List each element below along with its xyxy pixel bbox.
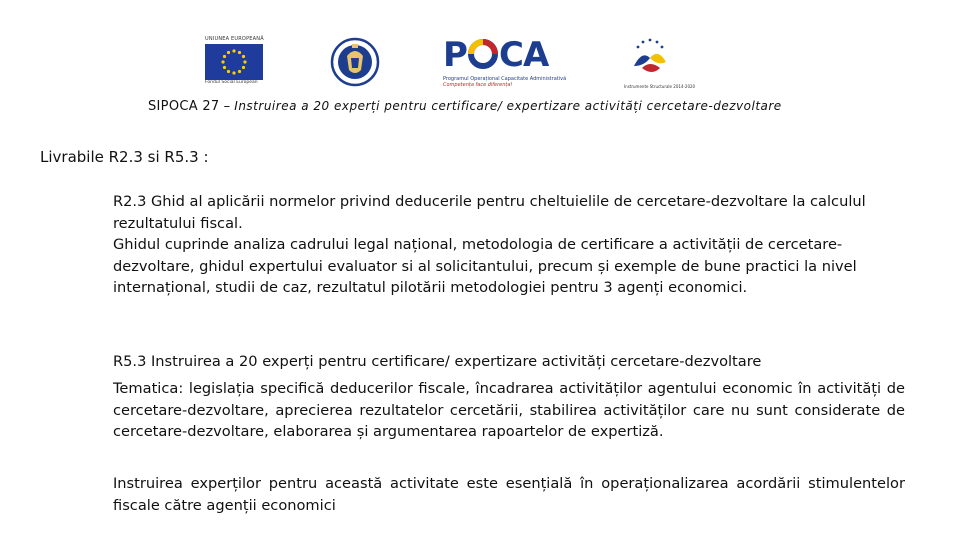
poca-slogan: Competența face diferența!	[443, 82, 513, 88]
logo-strip	[0, 36, 960, 94]
poca-wordmark	[443, 36, 567, 76]
project-code: SIPOCA 27	[148, 99, 220, 114]
eu-flag-icon	[205, 44, 263, 80]
r23-body: Ghidul cuprinde analiza cadrului legal național, metodologia de certificare a activității de cercetare-dezvoltare, ghidul expertului evaluator si al solicitantului, precum și exemple de bune practici la nivel internațional, studii de caz, rezultatul pilotării metodologiei pentru 3 agenți economici.	[113, 236, 857, 296]
r23-section	[113, 191, 905, 299]
header-dash: –	[219, 99, 235, 114]
svg-text:CA: CA	[499, 36, 549, 70]
svg-text:P: P	[443, 36, 467, 70]
instruirea-text: Instruirea experților pentru această activitate este esențială în operaționalizarea acordării stimulentelor fiscale către agenții economici	[113, 475, 905, 514]
r53-tematica	[113, 378, 905, 443]
r53-instruirea	[113, 473, 905, 516]
eu-caption-bottom: Fondul Social European	[205, 80, 258, 85]
deliverables-items: R2.3 si R5.3 :	[108, 148, 209, 166]
regional-logo	[624, 36, 696, 92]
eu-logo	[205, 36, 267, 90]
project-title: Instruirea a 20 experți pentru certificare/ expertizare activități cercetare-dezvoltare	[234, 99, 782, 113]
eu-caption-top: UNIUNEA EUROPEANĂ	[205, 36, 264, 42]
poca-logo	[443, 36, 567, 92]
deliverables-heading	[40, 148, 209, 166]
government-emblem-icon	[330, 36, 380, 88]
tematica-text: Tematica: legislația specifică deducerilor fiscale, încadrarea activităților agentului economic în activități de cercetare-dezvoltare, aprecierea rezultatelor cercetării, stabilirea activităților care nu sunt considerate de cercetare-dezvoltare, elaborarea și argumentarea rapoartelor de expertiză.	[113, 380, 905, 440]
structural-instruments-icon	[624, 36, 676, 80]
regional-caption: Instrumente Structurale 2014-2020	[624, 84, 696, 89]
r23-heading: R2.3 Ghid al aplicării normelor privind deducerile pentru cheltuielile de cercetare-dezvoltare la calculul rezultatului fiscal.	[113, 193, 866, 232]
r53-heading: R5.3 Instruirea a 20 experți pentru certificare/ expertizare activități cercetare-dezvoltare	[113, 353, 762, 370]
project-header	[148, 99, 928, 114]
deliverables-label: Livrabile	[40, 148, 109, 166]
poca-subtitle: Programul Operațional Capacitate Administrativă	[443, 76, 567, 82]
